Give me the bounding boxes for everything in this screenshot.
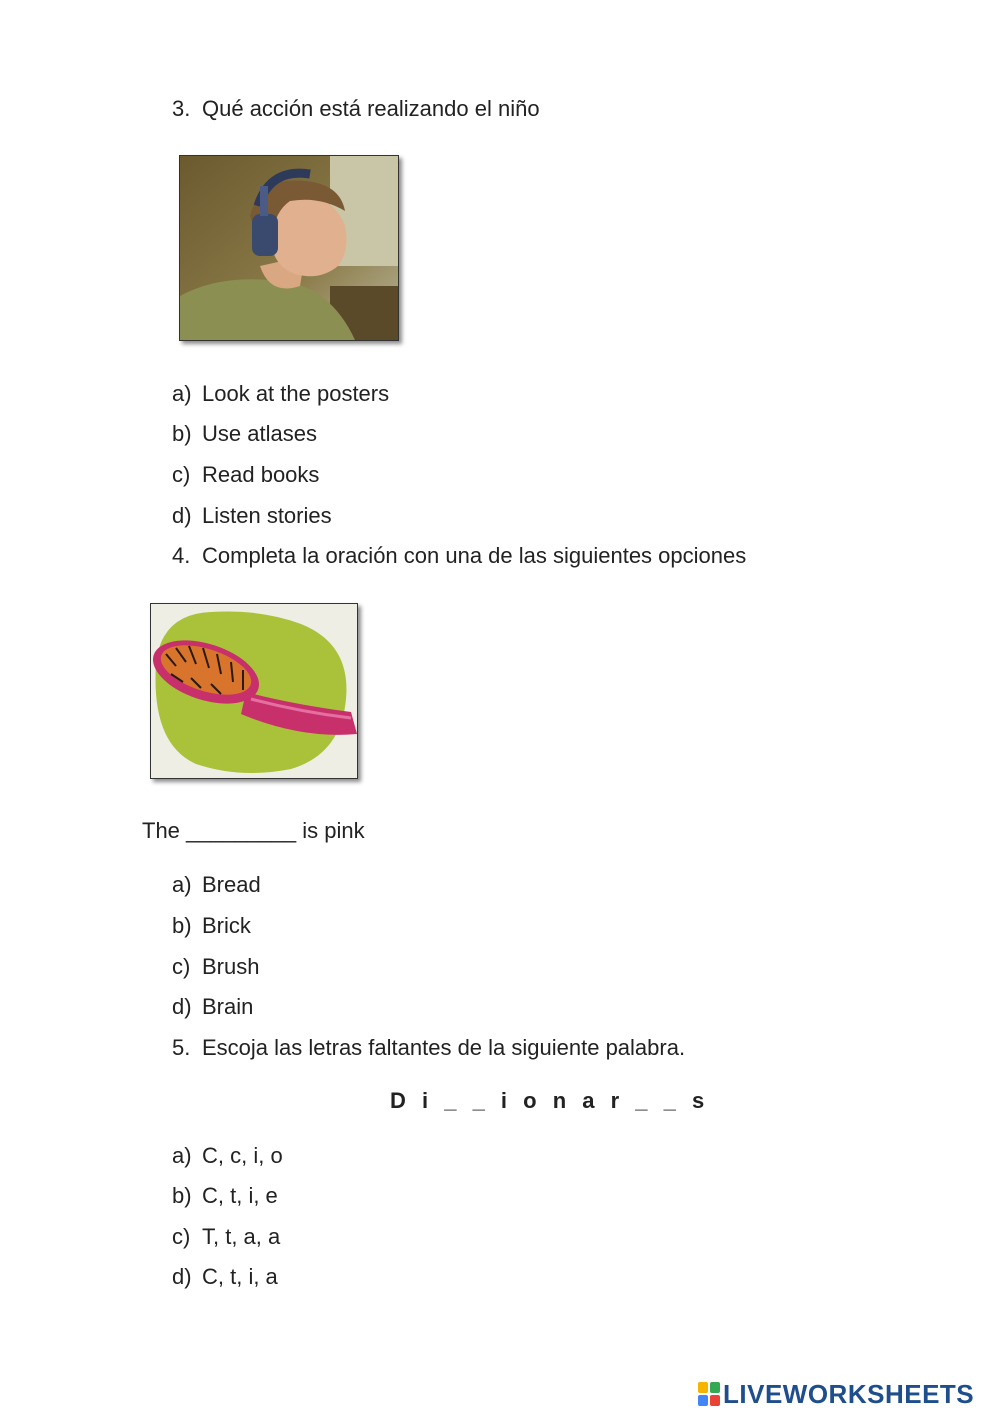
missing-letters-word: D i _ _ i o n a r _ _ s [390,1088,710,1113]
option-letter: d) [172,1264,192,1289]
q3-option-d[interactable] [172,503,332,529]
q5-option-c[interactable] [172,1224,280,1250]
question-number: 5. [172,1035,191,1060]
option-text: Read books [202,462,320,487]
logo-text: LIVEWORKSHEETS [723,1378,975,1409]
option-text: C, c, i, o [202,1143,283,1168]
question-4 [172,543,746,569]
q3-option-c[interactable] [172,462,319,488]
q3-option-b[interactable] [172,421,317,447]
option-text: Brick [202,913,251,938]
option-letter: c) [172,462,191,487]
option-letter: a) [172,381,192,406]
boy-with-headphones-image [179,155,399,341]
question-3 [172,96,540,122]
option-letter: b) [172,913,192,938]
option-letter: b) [172,421,192,446]
q5-option-d[interactable] [172,1264,278,1290]
liveworksheets-logo[interactable] [698,1378,974,1410]
question-text: Escoja las letras faltantes de la siguiente palabra. [202,1035,686,1060]
q5-option-a[interactable] [172,1143,283,1169]
logo-mark-icon [698,1382,720,1406]
option-letter: a) [172,1143,192,1168]
option-text: Brain [202,994,254,1019]
option-letter: c) [172,954,191,979]
hairbrush-image [150,603,358,779]
option-text: Bread [202,872,261,897]
q5-option-b[interactable] [172,1183,278,1209]
option-text: Listen stories [202,503,332,528]
q4-option-c[interactable] [172,954,259,980]
question-number: 4. [172,543,191,568]
q4-option-b[interactable] [172,913,251,939]
q3-option-a[interactable] [172,381,389,407]
option-text: T, t, a, a [202,1224,281,1249]
question-number: 3. [172,96,191,121]
question-text: Completa la oración con una de las siguientes opciones [202,543,747,568]
option-text: Brush [202,954,260,979]
option-text: Look at the posters [202,381,390,406]
question-5 [172,1035,685,1061]
option-text: Use atlases [202,421,317,446]
option-letter: b) [172,1183,192,1208]
option-letter: d) [172,503,192,528]
q4-sentence: The _________ is pink [142,818,365,843]
option-text: C, t, i, e [202,1183,278,1208]
option-text: C, t, i, a [202,1264,278,1289]
option-letter: a) [172,872,192,897]
option-letter: c) [172,1224,191,1249]
q4-option-d[interactable] [172,994,253,1020]
question-text: Qué acción está realizando el niño [202,96,540,121]
option-letter: d) [172,994,192,1019]
q4-option-a[interactable] [172,872,261,898]
